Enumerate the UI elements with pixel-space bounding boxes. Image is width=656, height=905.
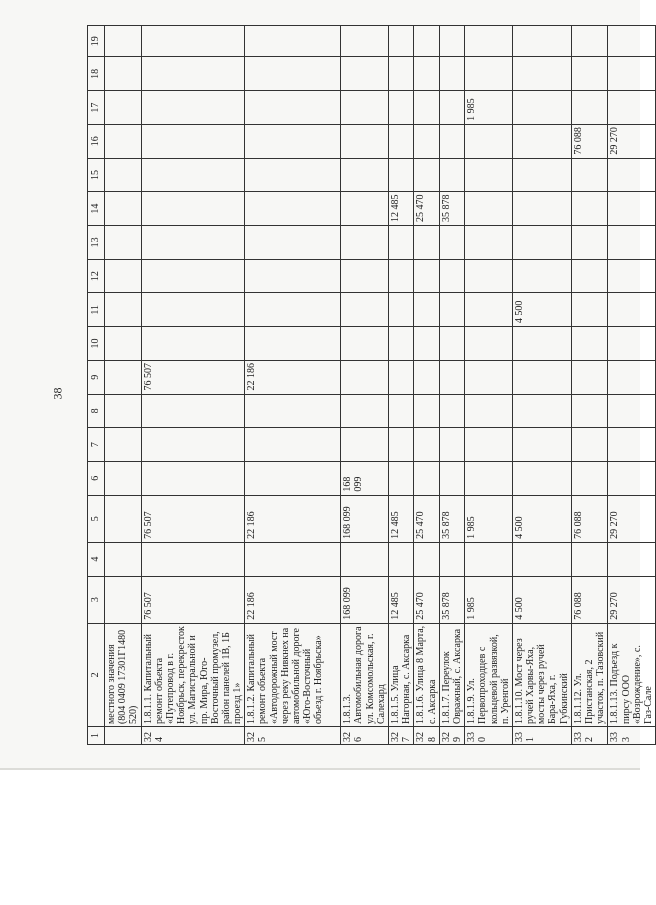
value-cell-4 [512, 542, 571, 576]
value-cell-10 [389, 327, 414, 361]
value-cell-8 [105, 394, 142, 428]
value-cell-4 [414, 542, 439, 576]
value-cell-13 [389, 226, 414, 260]
item-name-cell: местного значения (804 0409 17301Г1480 520) [105, 623, 142, 726]
value-cell-19 [245, 26, 341, 58]
value-cell-6 [389, 461, 414, 495]
value-cell-5: 76 088 [571, 495, 608, 542]
value-cell-8 [245, 394, 341, 428]
value-cell-7 [141, 428, 245, 462]
column-header-9: 9 [88, 360, 105, 394]
column-header-19: 19 [88, 26, 105, 58]
value-cell-11 [389, 293, 414, 327]
value-cell-8 [141, 394, 245, 428]
value-cell-14 [571, 192, 608, 226]
value-cell-6: 168 099 [341, 461, 389, 495]
value-cell-15 [245, 158, 341, 192]
value-cell-9 [465, 360, 513, 394]
value-cell-11 [465, 293, 513, 327]
value-cell-8 [608, 394, 656, 428]
value-cell-19 [439, 26, 464, 58]
table-row [512, 26, 571, 745]
column-header-18: 18 [88, 57, 105, 91]
value-cell-11 [414, 293, 439, 327]
column-header-10: 10 [88, 327, 105, 361]
row-number-cell: 328 [414, 727, 439, 745]
value-cell-13 [141, 226, 245, 260]
value-cell-15 [439, 158, 464, 192]
value-cell-15 [465, 158, 513, 192]
value-cell-12 [341, 259, 389, 293]
value-cell-8 [389, 394, 414, 428]
value-cell-3: 22 186 [245, 576, 341, 623]
row-number-cell: 324 [141, 727, 245, 745]
value-cell-11 [245, 293, 341, 327]
value-cell-9 [439, 360, 464, 394]
value-cell-14 [141, 192, 245, 226]
column-header-17: 17 [88, 91, 105, 125]
value-cell-17: 1 985 [465, 91, 513, 125]
value-cell-6 [245, 461, 341, 495]
value-cell-7 [414, 428, 439, 462]
item-name-cell: 1.8.1.1. Капитальный ремонт объекта «Путепровод в г. Ноябрьск, перекресток ул. Магистральной и пр. Мира, Юго-Восточный промузел, район панелей 1В, 1Б проезд 1» [141, 623, 245, 726]
value-cell-12 [245, 259, 341, 293]
value-cell-9 [389, 360, 414, 394]
value-cell-8 [341, 394, 389, 428]
value-cell-16 [245, 124, 341, 158]
table-row [414, 26, 439, 745]
value-cell-13 [245, 226, 341, 260]
value-cell-15 [608, 158, 656, 192]
value-cell-3: 168 099 [341, 576, 389, 623]
value-cell-14: 25 470 [414, 192, 439, 226]
value-cell-3: 76 507 [141, 576, 245, 623]
value-cell-8 [512, 394, 571, 428]
value-cell-10 [245, 327, 341, 361]
value-cell-12 [414, 259, 439, 293]
value-cell-7 [608, 428, 656, 462]
value-cell-12 [389, 259, 414, 293]
value-cell-19 [389, 26, 414, 58]
value-cell-18 [389, 57, 414, 91]
value-cell-15 [571, 158, 608, 192]
table-row [341, 26, 389, 745]
value-cell-16: 29 270 [608, 124, 656, 158]
value-cell-6 [512, 461, 571, 495]
value-cell-11 [571, 293, 608, 327]
page-number: 38 [50, 387, 65, 400]
value-cell-14: 35 878 [439, 192, 464, 226]
value-cell-17 [512, 91, 571, 125]
value-cell-18 [245, 57, 341, 91]
header-row [88, 26, 105, 745]
value-cell-5: 12 485 [389, 495, 414, 542]
row-number-cell: 326 [341, 727, 389, 745]
value-cell-7 [465, 428, 513, 462]
value-cell-9 [571, 360, 608, 394]
value-cell-18 [414, 57, 439, 91]
row-number-cell: 333 [608, 727, 656, 745]
row-number-cell: 329 [439, 727, 464, 745]
value-cell-16 [341, 124, 389, 158]
column-header-4: 4 [88, 542, 105, 576]
value-cell-12 [512, 259, 571, 293]
value-cell-10 [465, 327, 513, 361]
column-header-11: 11 [88, 293, 105, 327]
table-row [389, 26, 414, 745]
value-cell-16: 76 088 [571, 124, 608, 158]
value-cell-14: 12 485 [389, 192, 414, 226]
value-cell-19 [105, 26, 142, 58]
table-row [141, 26, 245, 745]
value-cell-5 [105, 495, 142, 542]
value-cell-17 [141, 91, 245, 125]
item-name-cell: 1.8.1.12. Ул. Пристанская, 2 участок, п. Тазовский [571, 623, 608, 726]
table-row [105, 26, 142, 745]
column-header-5: 5 [88, 495, 105, 542]
value-cell-19 [571, 26, 608, 58]
value-cell-4 [571, 542, 608, 576]
value-cell-4 [105, 542, 142, 576]
item-name-cell: 1.8.1.2. Капитальный ремонт объекта «Автодорожный мост через реку Нивкнех на автомобильной дороге «Юго-Восточный объезд г. Ноябрьска» [245, 623, 341, 726]
value-cell-18 [465, 57, 513, 91]
value-cell-19 [341, 26, 389, 58]
value-cell-17 [439, 91, 464, 125]
value-cell-18 [608, 57, 656, 91]
value-cell-11 [341, 293, 389, 327]
row-number-cell: 332 [571, 727, 608, 745]
value-cell-15 [341, 158, 389, 192]
value-cell-13 [341, 226, 389, 260]
value-cell-19 [608, 26, 656, 58]
row-number-cell [105, 727, 142, 745]
table-row [245, 26, 341, 745]
item-name-cell: 1.8.1.3. Автомобильная дорога ул. Комсомольская, г. Салехард [341, 623, 389, 726]
value-cell-16 [105, 124, 142, 158]
value-cell-13 [571, 226, 608, 260]
value-cell-10 [105, 327, 142, 361]
value-cell-19 [414, 26, 439, 58]
value-cell-10 [512, 327, 571, 361]
row-number-cell: 327 [389, 727, 414, 745]
column-header-12: 12 [88, 259, 105, 293]
value-cell-16 [414, 124, 439, 158]
value-cell-4 [465, 542, 513, 576]
value-cell-16 [465, 124, 513, 158]
column-header-3: 3 [88, 576, 105, 623]
value-cell-5: 22 186 [245, 495, 341, 542]
value-cell-15 [414, 158, 439, 192]
column-header-1: 1 [88, 727, 105, 745]
value-cell-6 [465, 461, 513, 495]
column-header-14: 14 [88, 192, 105, 226]
value-cell-16 [141, 124, 245, 158]
value-cell-11 [141, 293, 245, 327]
value-cell-13 [105, 226, 142, 260]
value-cell-18 [439, 57, 464, 91]
value-cell-9 [512, 360, 571, 394]
value-cell-4 [608, 542, 656, 576]
value-cell-6 [141, 461, 245, 495]
table-row [465, 26, 513, 745]
value-cell-3: 35 878 [439, 576, 464, 623]
value-cell-5: 168 099 [341, 495, 389, 542]
value-cell-15 [105, 158, 142, 192]
value-cell-7 [341, 428, 389, 462]
value-cell-6 [608, 461, 656, 495]
value-cell-14 [465, 192, 513, 226]
value-cell-10 [341, 327, 389, 361]
value-cell-12 [105, 259, 142, 293]
value-cell-15 [141, 158, 245, 192]
item-name-cell: 1.8.1.9. Ул. Первопроходцев с кольцевой развязкой, п. Уренгой [465, 623, 513, 726]
value-cell-12 [571, 259, 608, 293]
value-cell-4 [439, 542, 464, 576]
value-cell-8 [439, 394, 464, 428]
value-cell-19 [512, 26, 571, 58]
row-number-cell: 325 [245, 727, 341, 745]
row-number-cell: 330 [465, 727, 513, 745]
value-cell-12 [141, 259, 245, 293]
value-cell-12 [608, 259, 656, 293]
value-cell-13 [414, 226, 439, 260]
rotated-table-wrapper [87, 25, 654, 745]
value-cell-19 [141, 26, 245, 58]
value-cell-18 [341, 57, 389, 91]
value-cell-7 [389, 428, 414, 462]
item-name-cell: 1.8.1.13. Подъезд к пирсу ООО «Возрождение», с. Газ-Сале [608, 623, 656, 726]
value-cell-14 [245, 192, 341, 226]
value-cell-14 [341, 192, 389, 226]
value-cell-14 [512, 192, 571, 226]
value-cell-16 [439, 124, 464, 158]
value-cell-18 [512, 57, 571, 91]
value-cell-8 [465, 394, 513, 428]
value-cell-7 [512, 428, 571, 462]
value-cell-9 [608, 360, 656, 394]
value-cell-3: 1 985 [465, 576, 513, 623]
value-cell-15 [389, 158, 414, 192]
value-cell-6 [414, 461, 439, 495]
value-cell-12 [439, 259, 464, 293]
value-cell-14 [105, 192, 142, 226]
value-cell-5: 76 507 [141, 495, 245, 542]
column-header-16: 16 [88, 124, 105, 158]
table-body [105, 26, 656, 745]
value-cell-17 [341, 91, 389, 125]
column-header-8: 8 [88, 394, 105, 428]
value-cell-3: 76 088 [571, 576, 608, 623]
item-name-cell: 1.8.1.10. Мост через ручей Харвы-Яха, мосты через ручей Бара-Яха, г. Губкинский [512, 623, 571, 726]
value-cell-3: 29 270 [608, 576, 656, 623]
value-cell-10 [414, 327, 439, 361]
value-cell-11 [608, 293, 656, 327]
value-cell-13 [439, 226, 464, 260]
value-cell-5: 4 500 [512, 495, 571, 542]
value-cell-11 [439, 293, 464, 327]
value-cell-4 [245, 542, 341, 576]
value-cell-11: 4 500 [512, 293, 571, 327]
value-cell-17 [571, 91, 608, 125]
row-number-cell: 331 [512, 727, 571, 745]
table-row [608, 26, 656, 745]
value-cell-16 [389, 124, 414, 158]
value-cell-17 [105, 91, 142, 125]
value-cell-10 [608, 327, 656, 361]
value-cell-16 [512, 124, 571, 158]
value-cell-18 [105, 57, 142, 91]
scan-edge [0, 768, 640, 770]
value-cell-13 [608, 226, 656, 260]
item-name-cell: 1.8.1.5. Улица Нагорная, с. Аксарка [389, 623, 414, 726]
table-header [88, 26, 105, 745]
value-cell-9 [105, 360, 142, 394]
value-cell-9: 76 507 [141, 360, 245, 394]
value-cell-6 [571, 461, 608, 495]
value-cell-5: 25 470 [414, 495, 439, 542]
value-cell-13 [512, 226, 571, 260]
value-cell-7 [439, 428, 464, 462]
value-cell-18 [141, 57, 245, 91]
value-cell-17 [245, 91, 341, 125]
value-cell-17 [608, 91, 656, 125]
value-cell-4 [389, 542, 414, 576]
table-row [439, 26, 464, 745]
value-cell-5: 29 270 [608, 495, 656, 542]
value-cell-17 [414, 91, 439, 125]
value-cell-15 [512, 158, 571, 192]
value-cell-9 [414, 360, 439, 394]
value-cell-7 [571, 428, 608, 462]
value-cell-7 [105, 428, 142, 462]
value-cell-5: 1 985 [465, 495, 513, 542]
value-cell-10 [439, 327, 464, 361]
value-cell-8 [414, 394, 439, 428]
value-cell-14 [608, 192, 656, 226]
value-cell-17 [389, 91, 414, 125]
value-cell-3 [105, 576, 142, 623]
value-cell-11 [105, 293, 142, 327]
value-cell-10 [141, 327, 245, 361]
value-cell-12 [465, 259, 513, 293]
value-cell-9 [341, 360, 389, 394]
value-cell-5: 35 878 [439, 495, 464, 542]
value-cell-3: 25 470 [414, 576, 439, 623]
column-header-2: 2 [88, 623, 105, 726]
budget-table [87, 25, 656, 745]
item-name-cell: 1.8.1.7. Переулок Овражный, с. Аксарка [439, 623, 464, 726]
table-row [571, 26, 608, 745]
value-cell-10 [571, 327, 608, 361]
value-cell-13 [465, 226, 513, 260]
value-cell-7 [245, 428, 341, 462]
column-header-7: 7 [88, 428, 105, 462]
value-cell-6 [439, 461, 464, 495]
value-cell-3: 4 500 [512, 576, 571, 623]
value-cell-4 [141, 542, 245, 576]
column-header-13: 13 [88, 226, 105, 260]
value-cell-8 [571, 394, 608, 428]
column-header-15: 15 [88, 158, 105, 192]
item-name-cell: 1.8.1.6. Улица 8 Марта, с. Аксарка [414, 623, 439, 726]
value-cell-9: 22 186 [245, 360, 341, 394]
value-cell-18 [571, 57, 608, 91]
column-header-6: 6 [88, 461, 105, 495]
value-cell-19 [465, 26, 513, 58]
value-cell-3: 12 485 [389, 576, 414, 623]
value-cell-4 [341, 542, 389, 576]
value-cell-6 [105, 461, 142, 495]
